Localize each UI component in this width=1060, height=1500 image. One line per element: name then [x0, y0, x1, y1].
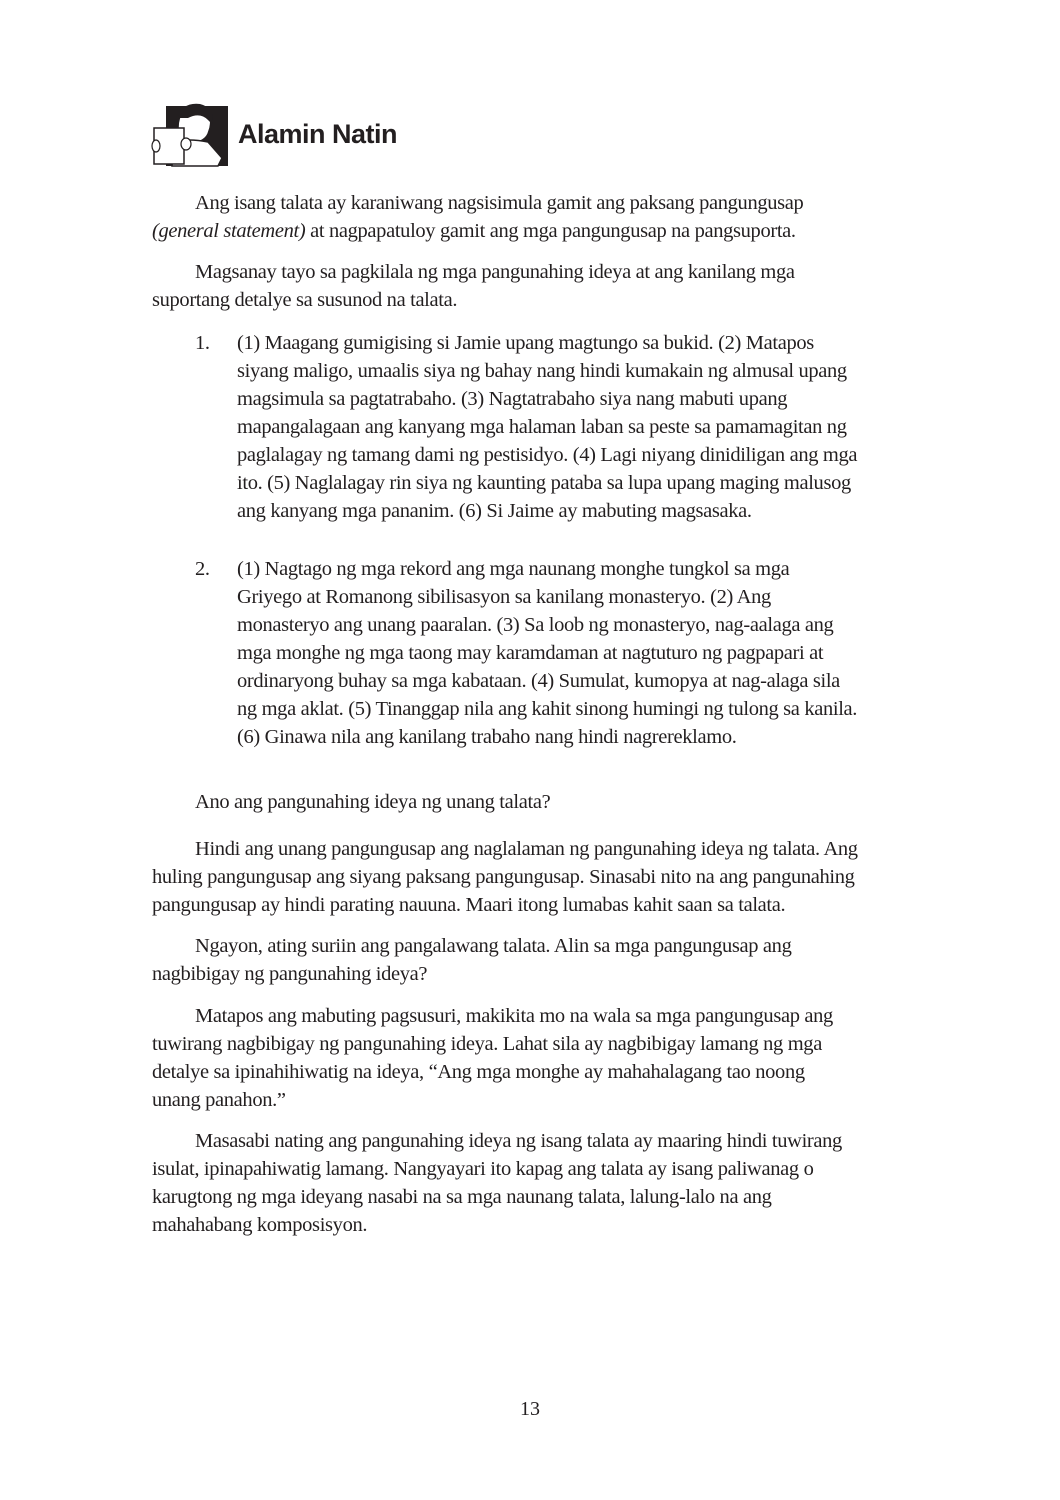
text-line: nagbibigay ng pangunahing ideya?	[152, 963, 428, 985]
text-span: at nagpapatuloy gamit ang mga pangungusap na pangsuporta.	[305, 220, 796, 242]
text-line: ang kanyang mga pananim. (6) Si Jaime ay mabuting magsasaka.	[237, 500, 752, 522]
paragraph-3	[152, 835, 912, 919]
text-line: paglalagay ng tamang dami ng pestisidyo. (4) Lagi niyang dinidiligan ang mga	[237, 444, 858, 466]
text-line: mahahabang komposisyon.	[152, 1214, 368, 1236]
text-line: Magsanay tayo sa pagkilala ng mga pangunahing ideya at ang kanilang mga	[195, 261, 795, 283]
text-line: Griyego at Romanong sibilisasyon sa kanilang monasteryo. (2) Ang	[237, 586, 771, 608]
text-line: Masasabi nating ang pangunahing ideya ng isang talata ay maaring hindi tuwirang	[195, 1130, 842, 1152]
paragraph-2	[152, 258, 912, 314]
text-line: pangungusap ay hindi parating nauuna. Maari itong lumabas kahit saan sa talata.	[152, 894, 786, 916]
text-line: ng mga aklat. (5) Tinanggap nila ang kahit sinong humingi ng tulong sa kanila.	[237, 698, 858, 720]
question	[152, 788, 912, 816]
text-line: (1) Maagang gumigising si Jamie upang magtungo sa bukid. (2) Matapos	[237, 332, 814, 354]
paragraph-6	[152, 1127, 912, 1239]
paragraph-4	[152, 932, 912, 988]
page-number: 13	[520, 1398, 540, 1420]
text-line: Hindi ang unang pangungusap ang naglalaman ng pangunahing ideya ng talata. Ang	[195, 838, 858, 860]
text-line: magsimula sa pagtatrabaho. (3) Nagtatrabaho siya nang mabuti upang	[237, 388, 788, 410]
item-number: 1.	[195, 332, 210, 354]
text-line: ito. (5) Naglalagay rin siya ng kaunting pataba sa lupa upang maging malusog	[237, 472, 851, 494]
text-line: ordinaryong buhay sa mga kabataan. (4) Sumulat, kumopya at nag-alaga sila	[237, 670, 840, 692]
numbered-item-1	[195, 329, 915, 525]
text-line: tuwirang nagbibigay ng pangunahing ideya. Lahat sila ay nagbibigay lamang ng mga	[152, 1033, 822, 1055]
text-line: Ang isang talata ay karaniwang nagsisimula gamit ang paksang pangungusap	[195, 192, 804, 214]
text-line: (6) Ginawa nila ang kanilang trabaho nang hindi nagrereklamo.	[237, 726, 737, 748]
text-line: detalye sa ipinahihiwatig na ideya, “Ang mga monghe ay mahahalagang tao noong	[152, 1061, 805, 1083]
text-line: Ano ang pangunahing ideya ng unang talata?	[195, 791, 551, 813]
italic-term: (general statement)	[152, 220, 306, 242]
text-line	[152, 217, 912, 245]
text-line: isulat, ipinapahiwatig lamang. Nangyayari ito kapag ang talata ay isang paliwanag o	[152, 1158, 814, 1180]
numbered-item-2	[195, 555, 915, 751]
text-line: siyang maligo, umaalis siya ng bahay nang hindi kumakain ng almusal upang	[237, 360, 847, 382]
text-line: (1) Nagtago ng mga rekord ang mga naunang monghe tungkol sa mga	[237, 558, 790, 580]
text-line: Ngayon, ating suriin ang pangalawang talata. Alin sa mga pangungusap ang	[195, 935, 792, 957]
section-heading	[148, 98, 397, 170]
paragraph-5	[152, 1002, 912, 1114]
text-line: mga monghe ng mga taong may karamdaman at nagtuturo ng pagpapari at	[237, 642, 824, 664]
text-line: karugtong ng mga ideyang nasabi na sa mga naunang talata, lalung-lalo na ang	[152, 1186, 772, 1208]
text-line: suportang detalye sa susunod na talata.	[152, 289, 458, 311]
text-line: mapangalagaan ang kanyang mga halaman laban sa peste sa pamamagitan ng	[237, 416, 847, 438]
intro-paragraph	[152, 189, 912, 245]
text-line: huling pangungusap ang siyang paksang pangungusap. Sinasabi nito na ang pangunahing	[152, 866, 855, 888]
item-number: 2.	[195, 558, 210, 580]
section-title: Alamin Natin	[238, 118, 398, 149]
text-line: monasteryo ang unang paaralan. (3) Sa loob ng monasteryo, nag-aalaga ang	[237, 614, 834, 636]
person-holding-paper-icon	[148, 98, 228, 170]
text-line: Matapos ang mabuting pagsusuri, makikita mo na wala sa mga pangungusap ang	[195, 1005, 833, 1027]
text-line: unang panahon.”	[152, 1089, 286, 1111]
